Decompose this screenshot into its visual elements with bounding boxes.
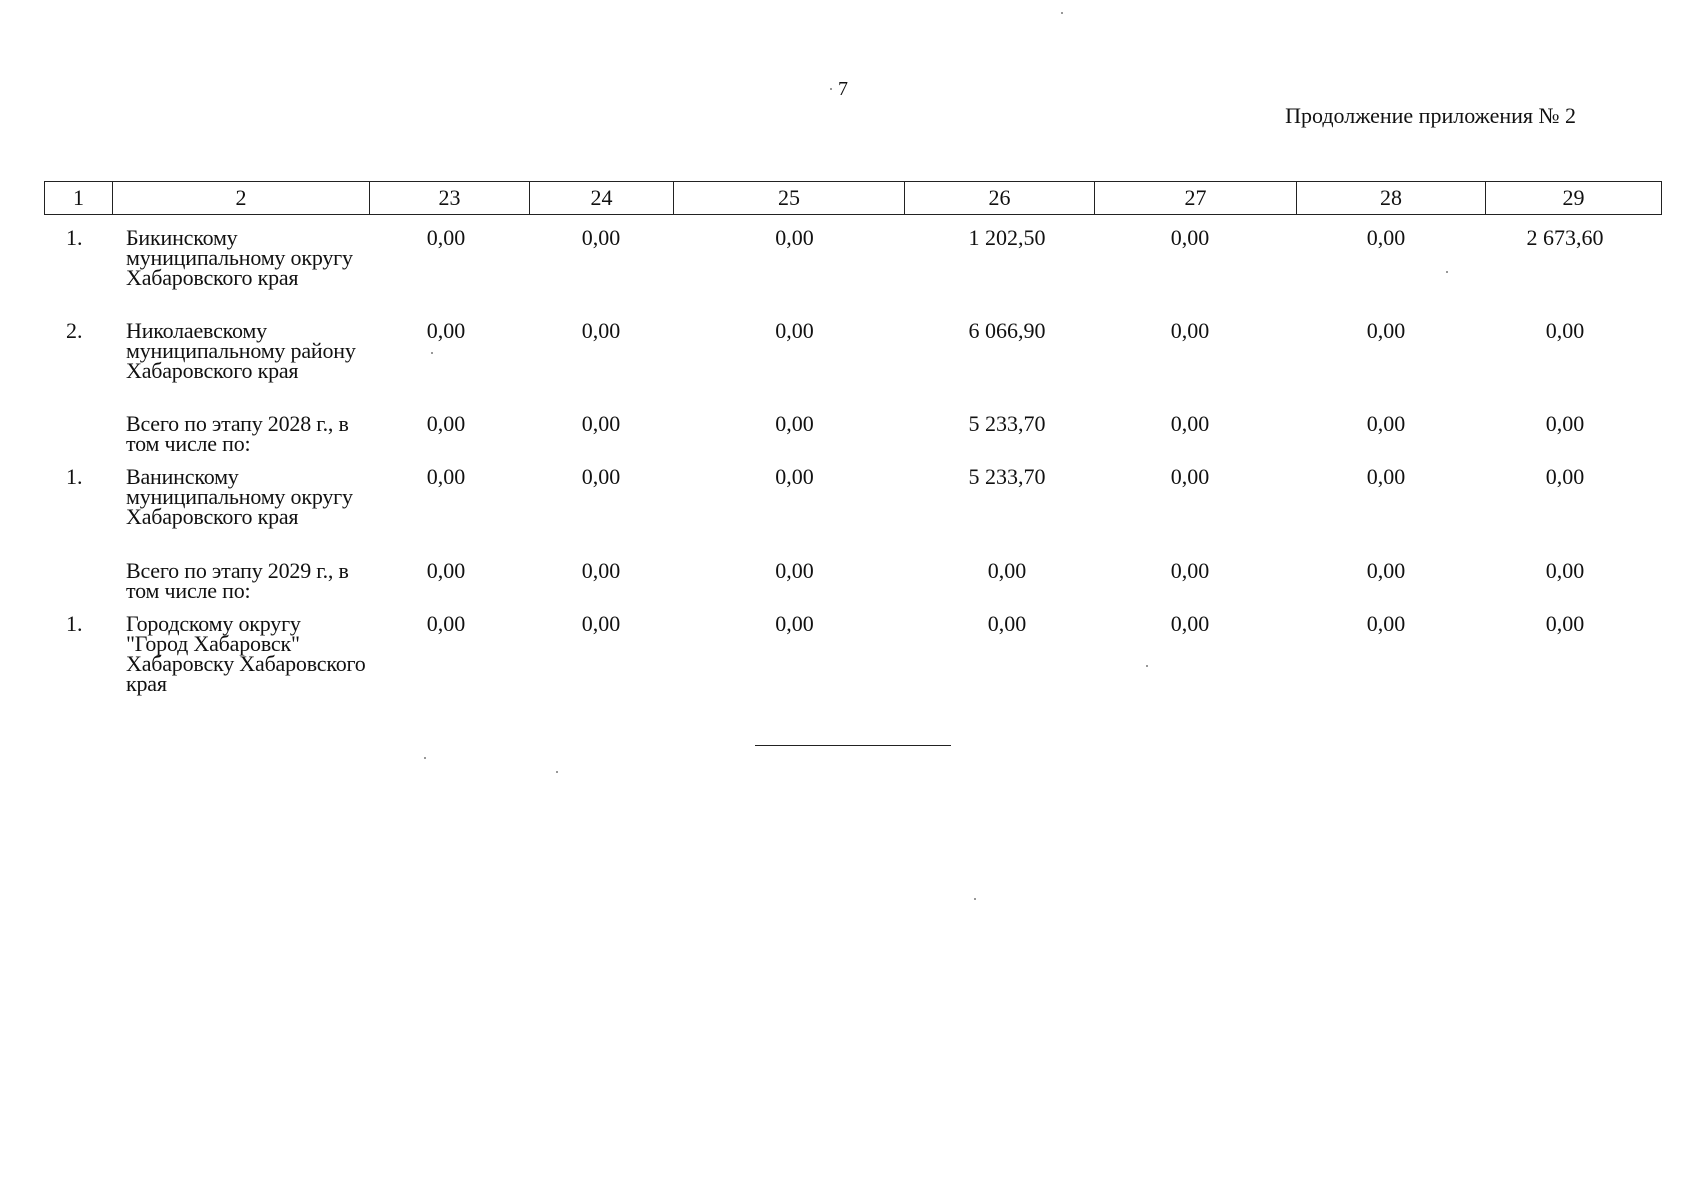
row-number: 1. (66, 464, 83, 489)
value-col-28: 0,00 (1366, 411, 1406, 436)
value-col-26: 5 233,70 (968, 464, 1046, 489)
value-col-28: 0,00 (1366, 225, 1406, 250)
value-col-27: 0,00 (1170, 411, 1210, 436)
scan-speck (1446, 271, 1448, 273)
continuation-label: Продолжение приложения № 2 (1285, 103, 1576, 128)
value-col-24: 0,00 (581, 318, 621, 343)
scan-speck (1146, 665, 1148, 667)
page-number: 7 (838, 78, 848, 100)
value-col-29: 0,00 (1545, 558, 1585, 583)
value-col-23: 0,00 (426, 318, 466, 343)
header-cell-col-24: 24 (530, 182, 674, 215)
value-col-27: 0,00 (1170, 225, 1210, 250)
header-cell-col-1: 1 (45, 182, 113, 215)
header-cell-col-2: 2 (113, 182, 370, 215)
value-col-25: 0,00 (775, 558, 814, 583)
value-col-25: 0,00 (775, 611, 814, 636)
value-col-28: 0,00 (1366, 558, 1406, 583)
value-col-24: 0,00 (581, 411, 621, 436)
value-col-28: 0,00 (1366, 464, 1406, 489)
value-col-26: 1 202,50 (968, 225, 1046, 250)
value-col-29: 2 673,60 (1526, 225, 1604, 250)
scan-speck (424, 757, 426, 759)
value-col-26: 0,00 (987, 558, 1027, 583)
value-col-24: 0,00 (581, 225, 621, 250)
value-col-25: 0,00 (775, 411, 814, 436)
header-cell-col-25: 25 (674, 182, 905, 215)
value-col-29: 0,00 (1545, 318, 1585, 343)
scan-speck (830, 88, 832, 90)
header-cell-col-23: 23 (370, 182, 530, 215)
value-col-23: 0,00 (426, 225, 466, 250)
header-cell-col-29: 29 (1486, 182, 1662, 215)
scan-speck (974, 898, 976, 900)
value-col-23: 0,00 (426, 558, 466, 583)
header-cell-col-27: 27 (1095, 182, 1297, 215)
value-col-24: 0,00 (581, 558, 621, 583)
value-col-27: 0,00 (1170, 558, 1210, 583)
value-col-29: 0,00 (1545, 464, 1585, 489)
row-number: 1. (66, 611, 83, 636)
value-col-24: 0,00 (581, 611, 621, 636)
value-col-23: 0,00 (426, 611, 466, 636)
scan-speck (556, 771, 558, 773)
value-col-26: 6 066,90 (968, 318, 1046, 343)
end-of-document-rule (755, 745, 951, 746)
value-col-27: 0,00 (1170, 464, 1210, 489)
value-col-25: 0,00 (775, 225, 814, 250)
value-col-27: 0,00 (1170, 611, 1210, 636)
value-col-29: 0,00 (1545, 411, 1585, 436)
municipality-name: Ванинскому муниципальному округу Хабаровского края (126, 464, 353, 529)
value-col-27: 0,00 (1170, 318, 1210, 343)
header-cell-col-28: 28 (1297, 182, 1486, 215)
stage-total-label: Всего по этапу 2029 г., в том числе по: (126, 558, 349, 603)
municipality-name: Городскому округу "Город Хабаровск" Хабаровску Хабаровского края (126, 611, 366, 696)
scan-speck (1061, 12, 1063, 14)
value-col-25: 0,00 (775, 464, 814, 489)
header-cell-col-26: 26 (905, 182, 1095, 215)
value-col-28: 0,00 (1366, 611, 1406, 636)
value-col-28: 0,00 (1366, 318, 1406, 343)
scan-speck (431, 352, 433, 354)
row-number: 1. (66, 225, 83, 250)
row-number: 2. (66, 318, 83, 343)
value-col-26: 5 233,70 (968, 411, 1046, 436)
value-col-24: 0,00 (581, 464, 621, 489)
value-col-25: 0,00 (775, 318, 814, 343)
value-col-26: 0,00 (987, 611, 1027, 636)
value-col-29: 0,00 (1545, 611, 1585, 636)
column-number-header (44, 181, 1662, 215)
municipality-name: Бикинскому муниципальному округу Хабаровского края (126, 225, 353, 290)
stage-total-label: Всего по этапу 2028 г., в том числе по: (126, 411, 349, 456)
municipality-name: Николаевскому муниципальному району Хабаровского края (126, 318, 356, 383)
value-col-23: 0,00 (426, 411, 466, 436)
header-row (45, 182, 1662, 215)
value-col-23: 0,00 (426, 464, 466, 489)
